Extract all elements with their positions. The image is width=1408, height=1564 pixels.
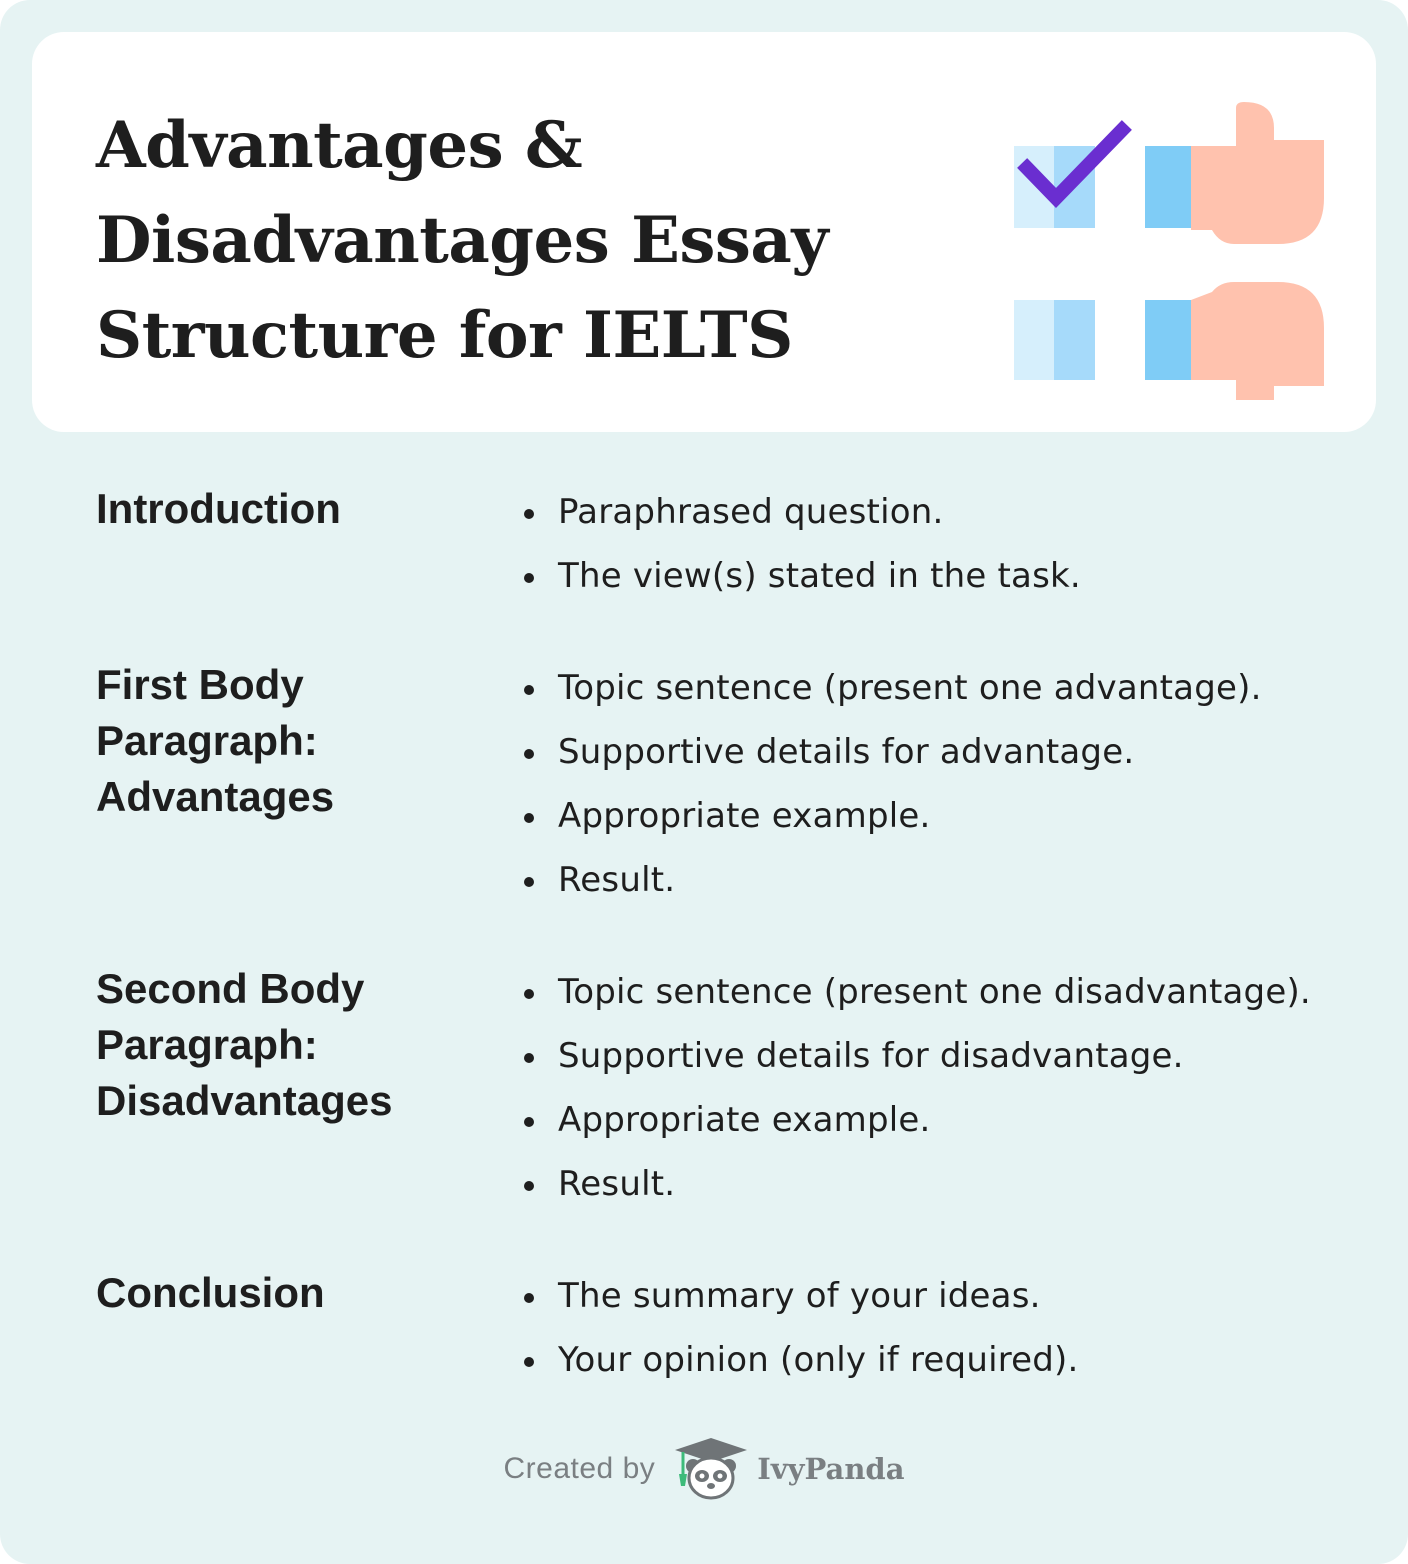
section-title: [96, 656, 524, 912]
section-title-line: First Body: [96, 661, 304, 708]
section-conclusion: [96, 1264, 1356, 1392]
bullet-list: [524, 1264, 1356, 1392]
title-line-3: Structure for IELTS: [96, 298, 793, 373]
thumbs-down-icon: [1145, 282, 1324, 400]
section-title-line: Paragraph:: [96, 1021, 318, 1068]
bullet-list: [524, 960, 1356, 1216]
list-item: Appropriate example.: [524, 1088, 1356, 1152]
list-item: Supportive details for disadvantage.: [524, 1024, 1356, 1088]
panda-graduate-logo-icon: [673, 1436, 749, 1502]
brand-name: IvyPanda: [757, 1452, 905, 1486]
list-item: The summary of your ideas.: [524, 1264, 1356, 1328]
structure-sections: [96, 480, 1356, 1440]
page-title: [96, 98, 896, 383]
list-item: Appropriate example.: [524, 784, 1356, 848]
list-item: Paraphrased question.: [524, 480, 1356, 544]
footer-attribution: [0, 1436, 1408, 1502]
bullet-list: [524, 480, 1356, 608]
unchecked-checkbox-icon: [1014, 300, 1095, 380]
section-title: [96, 480, 524, 608]
bullet-list: [524, 656, 1356, 912]
section-title-line: Paragraph:: [96, 717, 318, 764]
list-item: Supportive details for advantage.: [524, 720, 1356, 784]
section-title-line: Second Body: [96, 965, 365, 1012]
list-item: Result.: [524, 1152, 1356, 1216]
section-title-line: Disadvantages: [96, 1077, 393, 1124]
list-item: Topic sentence (present one advantage).: [524, 656, 1356, 720]
section-second-body-paragraph: [96, 960, 1356, 1216]
created-by-label: Created by: [503, 1452, 656, 1485]
thumbs-up-icon: [1145, 102, 1324, 244]
section-first-body-paragraph: [96, 656, 1356, 912]
list-item: The view(s) stated in the task.: [524, 544, 1356, 608]
title-line-1: Advantages &: [96, 108, 583, 183]
section-title: [96, 1264, 524, 1392]
list-item: Your opinion (only if required).: [524, 1328, 1356, 1392]
section-title-line: Advantages: [96, 773, 335, 820]
list-item: Topic sentence (present one disadvantage).: [524, 960, 1356, 1024]
header-card: [32, 32, 1376, 432]
section-title-line: Conclusion: [96, 1269, 325, 1316]
section-title-line: Introduction: [96, 485, 341, 532]
checked-checkbox-icon: [1014, 130, 1122, 228]
section-introduction: [96, 480, 1356, 608]
pros-cons-illustration: [1012, 70, 1332, 400]
list-item: Result.: [524, 848, 1356, 912]
title-line-2: Disadvantages Essay: [96, 203, 829, 278]
section-title: [96, 960, 524, 1216]
